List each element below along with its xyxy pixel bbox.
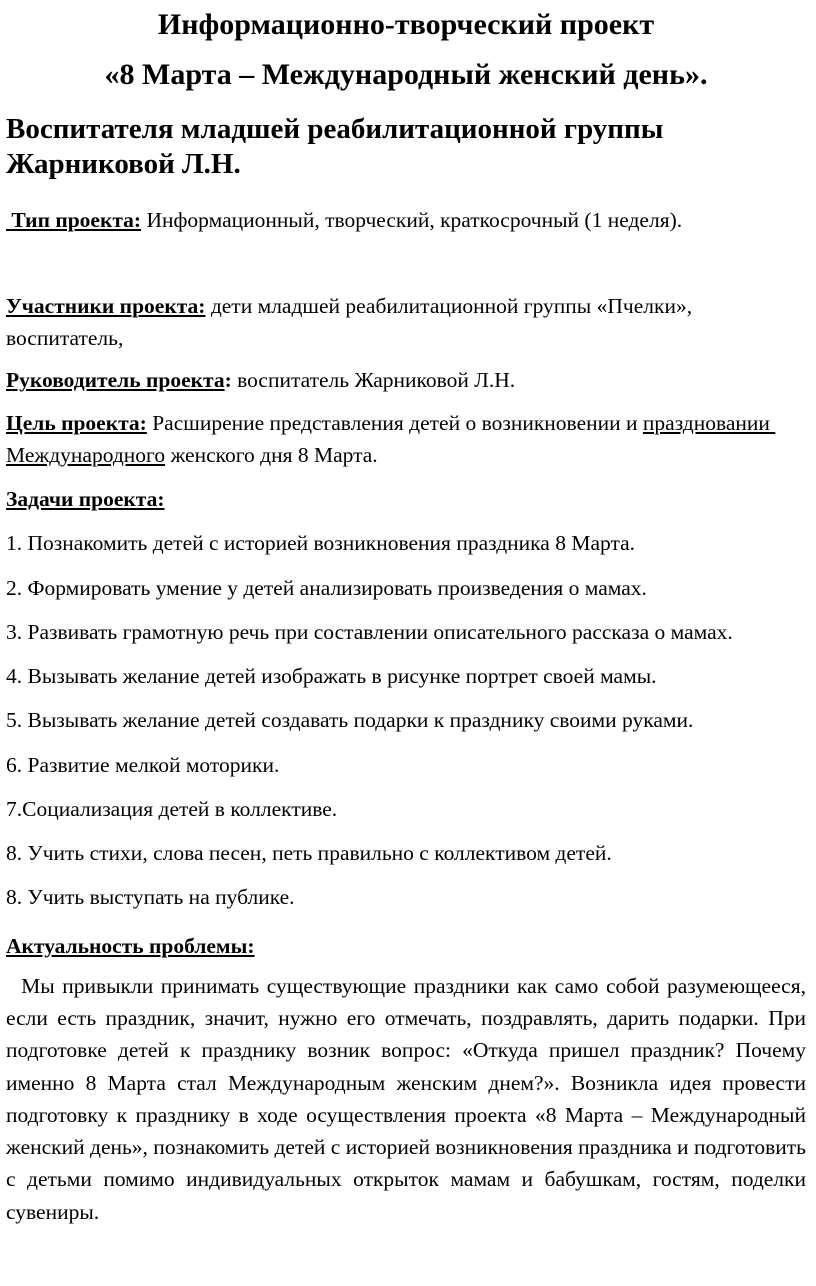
goal-paragraph xyxy=(6,407,806,472)
task-item: 8. Учить стихи, слова песен, петь правильно с коллективом детей. xyxy=(6,841,612,866)
relevance-paragraph: Мы привыкли принимать существующие праздники как само собой разумеющееся, если есть праздник, значит, нужно его отмечать, поздравлять, дарить подарки. При подготовке детей к празднику возник вопрос: «Откуда пришел праздник? Почему именно 8 Марта стал Международным женским днем?». Возникла идея провести подготовку к празднику в ходе осуществления проекта «8 Марта – Международный женский день», познакомить детей с историей возникновения праздника и подготовить с детьми помимо индивидуальных открыток мамам и бабушкам, гостям, поделки сувениры. xyxy=(6,973,812,1224)
goal-label: Цель проекта: xyxy=(6,410,147,435)
task-item: 3. Развивать грамотную речь при составлении описательного рассказа о мамах. xyxy=(6,619,733,644)
leader-label: Руководитель проекта xyxy=(6,368,225,393)
goal-text-1: Расширение представления детей о возникновении и xyxy=(146,410,643,435)
relevance-heading xyxy=(6,930,806,962)
project-type-value: Информационный, творческий, краткосрочный (1 неделя). xyxy=(141,207,683,232)
project-type-label: Тип проекта: xyxy=(6,207,142,232)
task-item: 2. Формировать умение у детей анализировать произведения о мамах. xyxy=(6,575,647,600)
leader-paragraph xyxy=(6,364,806,396)
project-type-paragraph xyxy=(6,204,806,236)
participants-value: дети младшей реабилитационной группы «Пчелки», воспитатель, xyxy=(6,293,698,351)
participants-paragraph xyxy=(6,290,806,355)
task-item: 6. Развитие мелкой моторики. xyxy=(6,752,280,777)
leader-value: воспитатель Жарниковой Л.Н. xyxy=(231,368,516,393)
task-item: 7.Социализация детей в коллективе. xyxy=(6,796,338,821)
participants-label: Участники проекта: xyxy=(6,293,206,318)
author-heading: Воспитателя младшей реабилитационной группы Жарниковой Л.Н. xyxy=(6,113,671,180)
goal-underlined-text: праздновании Международного xyxy=(6,410,776,467)
task-item: 5. Вызывать желание детей создавать подарки к празднику своими руками. xyxy=(6,708,694,733)
document-title: Информационно-творческий проект xyxy=(157,8,655,41)
task-item: 4. Вызывать желание детей изображать в рисунке портрет своей мамы. xyxy=(6,664,657,689)
tasks-heading-label: Задачи проекта: xyxy=(6,487,165,512)
leader-colon: : xyxy=(224,368,232,393)
goal-text-2: женского дня 8 Марта. xyxy=(165,442,378,467)
tasks-heading xyxy=(6,483,806,515)
relevance-heading-label: Актуальность проблемы: xyxy=(6,933,255,958)
task-item: 8. Учить выступать на публике. xyxy=(6,885,295,910)
task-item: 1. Познакомить детей с историей возникновения праздника 8 Марта. xyxy=(6,531,636,556)
document-subtitle: «8 Марта – Международный женский день». xyxy=(104,57,708,91)
